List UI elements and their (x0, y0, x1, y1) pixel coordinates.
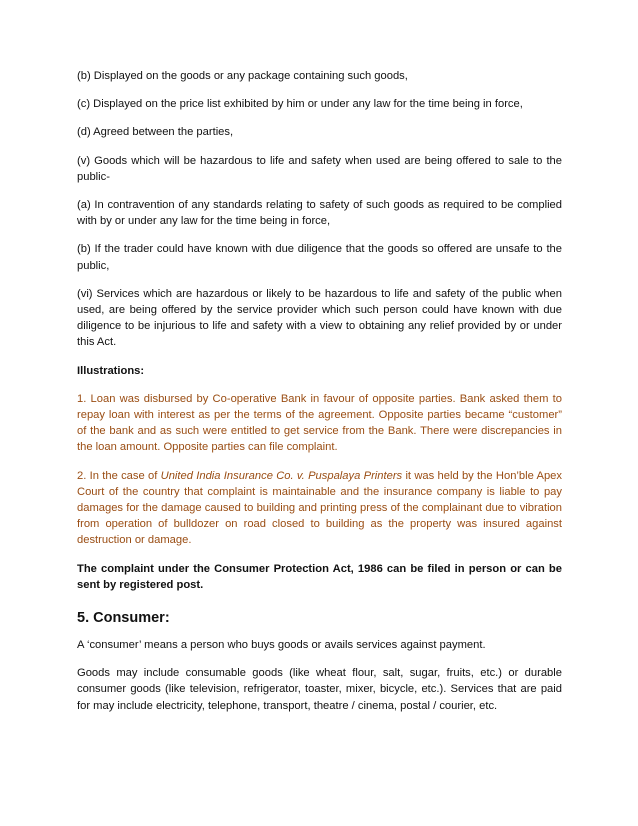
paragraph-b-trader: (b) If the trader could have known with due diligence that the goods so offered are unsafe to the public, (77, 243, 562, 272)
paragraph-b-goods: (b) Displayed on the goods or any package containing such goods, (77, 70, 408, 82)
illustration-2-case-name: United India Insurance Co. v. Puspalaya Printers (160, 469, 403, 482)
paragraph-vi-services: (vi) Services which are hazardous or likely to be hazardous to life and safety of the public when used, are being offered by the service provider which such person could have known with due diligence to be injurious to life and safety with a view to obtaining any relief provided by or under this Act. (77, 287, 562, 349)
complaint-note: The complaint under the Consumer Protection Act, 1986 can be filed in person or can be sent by registered post. (77, 562, 562, 591)
section-heading-consumer: 5. Consumer: (77, 610, 170, 627)
illustrations-heading: Illustrations: (77, 364, 145, 377)
paragraph-a-contravention: (a) In contravention of any standards relating to safety of such goods as required to be complied with by or under any law for the time being in force, (77, 199, 562, 228)
illustration-1: 1. Loan was disbursed by Co-operative Bank in favour of opposite parties. Bank asked them to repay loan with interest as per the terms of the agreement. Opposite parties became “customer” of the bank and as such were entitled to get service from the Bank. There were discrepancies in the loan amount. Opposite parties can file complaint. (77, 392, 562, 454)
illustration-2-prefix: 2. In the case of (77, 469, 161, 482)
paragraph-v-hazardous-goods: (v) Goods which will be hazardous to life and safety when used are being offered to sale to the public- (77, 154, 562, 183)
paragraph-c-price-list: (c) Displayed on the price list exhibited by him or under any law for the time being in force, (77, 98, 523, 111)
illustration-2 (77, 468, 562, 549)
illustration-2-rest: it was held by the Hon’ble Apex Court of the country that complaint is maintainable and the insurance company is liable to pay damages for the damage caused to building and printing press of the complainant due to vibration from operation of bulldozer on road closed to building as the property was insured against destruction or damage. (77, 469, 562, 547)
consumer-definition: A ‘consumer’ means a person who buys goods or avails services against payment. (77, 639, 486, 652)
goods-services-paragraph: Goods may include consumable goods (like wheat flour, salt, sugar, fruits, etc.) or durable consumer goods (like television, refrigerator, toaster, mixer, bicycle, etc.). Services that are paid for may include electricity, telephone, transport, theatre / cinema, postal / courier, etc. (77, 667, 562, 712)
paragraph-d-agreed: (d) Agreed between the parties, (77, 126, 234, 139)
document-page (77, 68, 562, 726)
